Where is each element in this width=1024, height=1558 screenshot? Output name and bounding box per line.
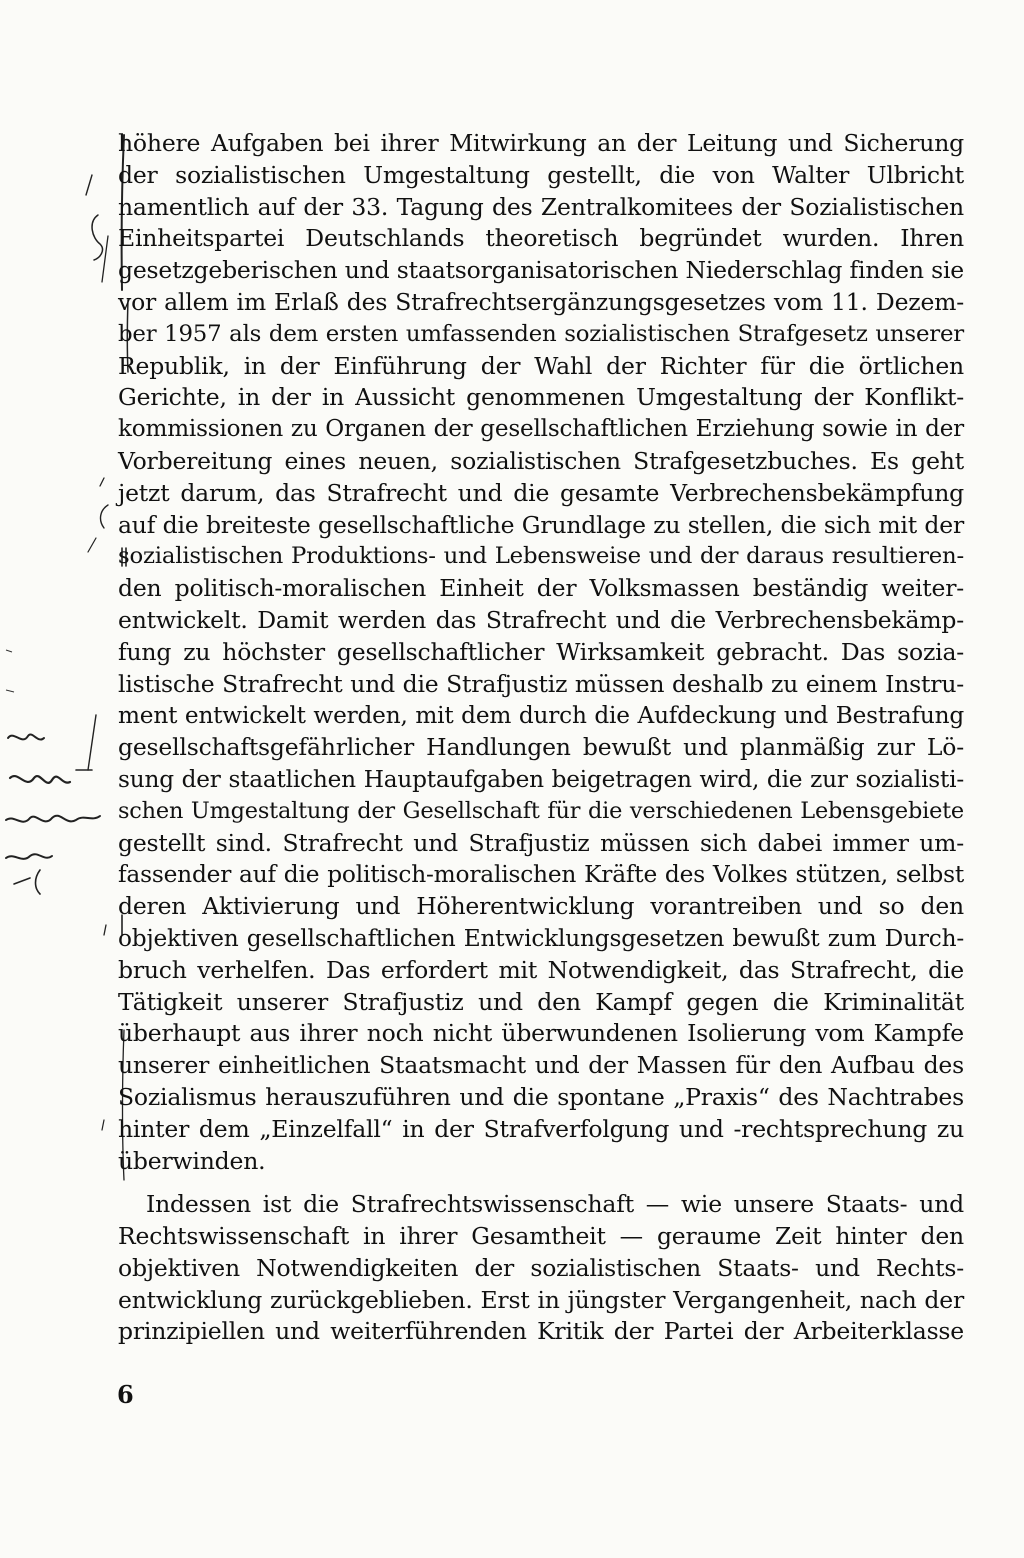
text-line: listische Strafrecht und die Strafjustiz müssen deshalb zu einem Instru- (118, 669, 964, 698)
text-line: auf die breiteste gesellschaftliche Grundlage zu stellen, die sich mit der (118, 510, 964, 539)
margin-scribble (14, 878, 30, 884)
margin-handwritten-word (6, 816, 100, 822)
text-line: Republik, in der Einführung der Wahl der Richter für die örtlichen (118, 351, 964, 380)
text-line: prinzipiellen und weiterführenden Kritik der Partei der Arbeiterklasse (118, 1317, 964, 1346)
text-line: objektiven Notwendigkeiten der sozialistischen Staats- und Rechts- (118, 1253, 964, 1282)
text-line: Gerichte, in der in Aussicht genommenen Umgestaltung der Konflikt- (118, 383, 964, 412)
text-line: gestellt sind. Strafrecht und Strafjustiz müssen sich dabei immer um- (118, 828, 964, 857)
text-line: Indessen ist die Strafrechtswissenschaft — wie unsere Staats- und (146, 1190, 964, 1219)
text-line: objektiven gesellschaftlichen Entwicklungsgesetzen bewußt zum Durch- (118, 924, 964, 952)
margin-handwritten-word (6, 854, 52, 859)
text-line: entwicklung zurückgeblieben. Erst in jüngster Vergangenheit, nach der (118, 1285, 964, 1314)
text-line: kommissionen zu Organen der gesellschaftlichen Erziehung sowie in der (118, 416, 964, 443)
text-line: Einheitspartei Deutschlands theoretisch begründet wurden. Ihren (118, 224, 964, 253)
margin-tick (6, 690, 14, 692)
text-line: überhaupt aus ihrer noch nicht überwundenen Isolierung vom Kampfe (118, 1019, 964, 1048)
text-line: vor allem im Erlaß des Strafrechtsergänzungsgesetzes vom 11. Dezem- (118, 287, 964, 316)
text-line: höhere Aufgaben bei ihrer Mitwirkung an der Leitung und Sicherung (118, 129, 964, 157)
text-line: fung zu höchster gesellschaftlicher Wirksamkeit gebracht. Das sozia- (118, 637, 964, 666)
margin-scribble (36, 870, 41, 894)
margin-handwritten-word (10, 776, 70, 783)
margin-scribble (100, 478, 104, 486)
text-line: fassender auf die politisch-moralischen Kräfte des Volkes stützen, selbst (118, 861, 964, 889)
text-line: schen Umgestaltung der Gesellschaft für die verschiedenen Lebensgebiete (118, 797, 964, 824)
margin-scribble (88, 715, 96, 770)
paragraph-1 (118, 128, 964, 1177)
text-line: Vorbereitung eines neuen, sozialistischen Strafgesetzbuches. Es geht (118, 446, 964, 475)
text-line: sung der staatlichen Hauptaufgaben beigetragen wird, die zur sozialisti- (118, 765, 964, 793)
text-line: bruch verhelfen. Das erfordert mit Notwendigkeit, das Strafrecht, die (118, 955, 964, 984)
text-line: entwickelt. Damit werden das Strafrecht und die Verbrechensbekämp- (118, 605, 964, 634)
margin-scribble (101, 505, 108, 528)
margin-scribble (86, 175, 92, 195)
margin-scribble (102, 236, 108, 282)
text-line: sozialistischen Produktions- und Lebensweise und der daraus resultieren- (118, 543, 964, 570)
text-line: deren Aktivierung und Höherentwicklung vorantreiben und so den (118, 892, 964, 921)
text-line: den politisch-moralischen Einheit der Volksmassen beständig weiter- (118, 574, 964, 603)
text-line: Rechtswissenschaft in ihrer Gesamtheit — geraume Zeit hinter den (118, 1222, 964, 1251)
text-line: jetzt darum, das Strafrecht und die gesamte Verbrechensbekämpfung (118, 478, 964, 507)
margin-scribble (88, 538, 96, 552)
margin-handwritten-word (8, 734, 44, 739)
text-line: namentlich auf der 33. Tagung des Zentralkomitees der Sozialistischen (118, 192, 964, 221)
text-line: hinter dem „Einzelfall“ in der Strafverfolgung und -rechtsprechung zu (118, 1114, 964, 1143)
text-line: unserer einheitlichen Staatsmacht und der Massen für den Aufbau des (118, 1051, 964, 1080)
text-line: ber 1957 als dem ersten umfassenden sozialistischen Strafgesetz unserer (118, 320, 964, 347)
text-line: Tätigkeit unserer Strafjustiz und den Kampf gegen die Kriminalität (118, 987, 964, 1016)
body-text (118, 128, 964, 1348)
paragraph-2 (118, 1189, 964, 1348)
text-line: gesellschaftsgefährlicher Handlungen bewußt und planmäßig zur Lö- (118, 733, 964, 762)
text-line: gesetzgeberischen und staatsorganisatorischen Niederschlag finden sie (118, 256, 964, 285)
text-line: überwinden. (118, 1146, 266, 1175)
margin-scribble (92, 215, 102, 260)
text-line: der sozialistischen Umgestaltung gestellt, die von Walter Ulbricht (118, 160, 964, 189)
margin-scribble (104, 925, 106, 935)
text-line: ment entwickelt werden, mit dem durch die Aufdeckung und Bestrafung (118, 702, 964, 730)
text-line: Sozialismus herauszuführen und die spontane „Praxis“ des Nachtrabes (118, 1082, 964, 1111)
margin-tick (6, 650, 12, 652)
margin-scribble (102, 1120, 104, 1130)
page-number: 6 (117, 1380, 134, 1409)
